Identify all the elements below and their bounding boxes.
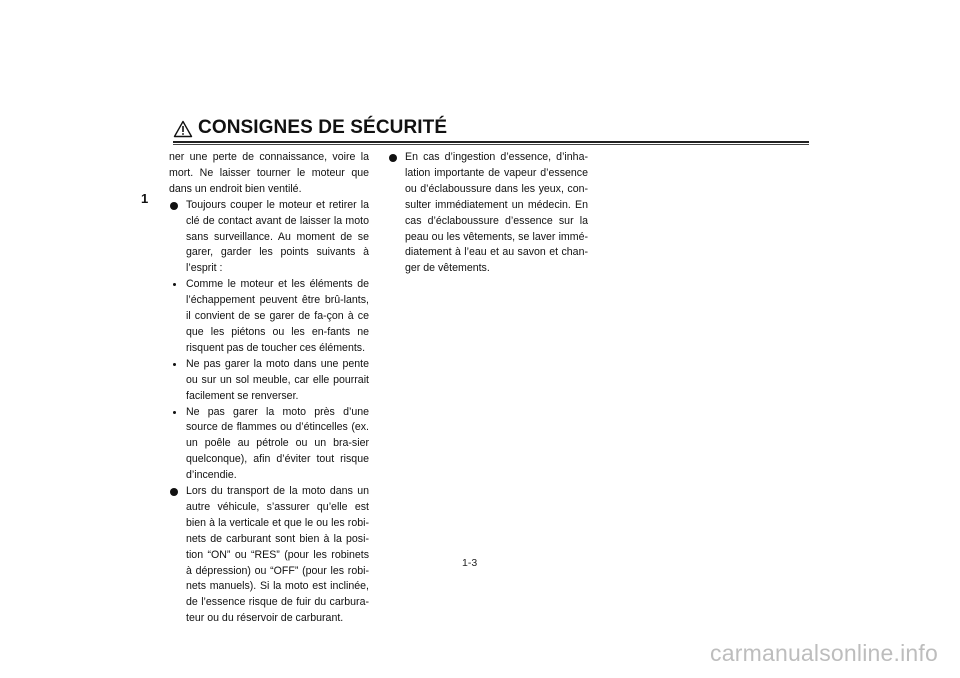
bullet-dot-icon	[170, 202, 178, 210]
sub-bullet-icon	[173, 363, 176, 366]
sub-bullet-icon	[173, 283, 176, 286]
list-item	[388, 150, 588, 277]
watermark: carmanualsonline.info	[710, 640, 938, 666]
chapter-number: 1	[141, 191, 149, 206]
left-column	[169, 150, 369, 627]
sub-list-item	[169, 357, 369, 405]
bullet-text: Toujours couper le moteur et retirer la clé de contact avant de laisser la moto sans surveillance. Au moment de se garer, garder les points suivants à l’esprit :	[186, 198, 369, 275]
list-item	[169, 484, 369, 627]
bullet-dot-icon	[170, 488, 178, 496]
page-number: 1-3	[462, 557, 478, 569]
warning-triangle-icon	[173, 120, 193, 138]
bullet-text: En cas d’ingestion d’essence, d’inha-lation importante de vapeur d’essence ou d’éclaboussure dans les yeux, con-sulter immédiatement un médecin. En cas d’éclaboussure d’essence sur la peau ou les vêtements, se laver immé-diatement à l’eau et au savon et chan-ger de vêtements.	[405, 151, 588, 275]
sub-list-item	[169, 277, 369, 357]
list-item	[169, 198, 369, 278]
sub-item-text: Ne pas garer la moto dans une pente ou sur un sol meuble, car elle pourrait facilement se renverser.	[186, 357, 369, 402]
bullet-dot-icon	[389, 154, 397, 162]
page-header	[173, 116, 809, 142]
bullet-text: Lors du transport de la moto dans un autre véhicule, s’assurer qu’elle est bien à la verticale et que le ou les robi-nets de carburant sont bien à la posi-tion “ON” ou “RES” (pour les robinets à dépression) ou “OFF” (pour les robi-nets manuels). Si la moto est inclinée, de l’essence risque de fuir du carbura-teur ou du réservoir de carburant.	[186, 485, 369, 625]
sub-bullet-icon	[173, 411, 176, 414]
sub-list-item	[169, 405, 369, 485]
header-rule	[173, 141, 809, 143]
page-title: CONSIGNES DE SÉCURITÉ	[198, 117, 448, 138]
sub-item-text: Comme le moteur et les éléments de l’échappement peuvent être brû-lants, il convient de se garer de fa-çon à ce que les piétons ou les en-fants ne risquent pas de toucher ces éléments.	[186, 278, 369, 354]
right-column	[388, 150, 588, 277]
sub-item-text: Ne pas garer la moto près d’une source de flammes ou d’étincelles (ex. un poêle au pétrole ou un bra-sier quelconque), afin d’éviter tout risque d’incendie.	[186, 405, 369, 482]
intro-paragraph: ner une perte de connaissance, voire la mort. Ne laisser tourner le moteur que dans un endroit bien ventilé.	[169, 151, 369, 195]
header-rule-thin	[173, 144, 809, 145]
